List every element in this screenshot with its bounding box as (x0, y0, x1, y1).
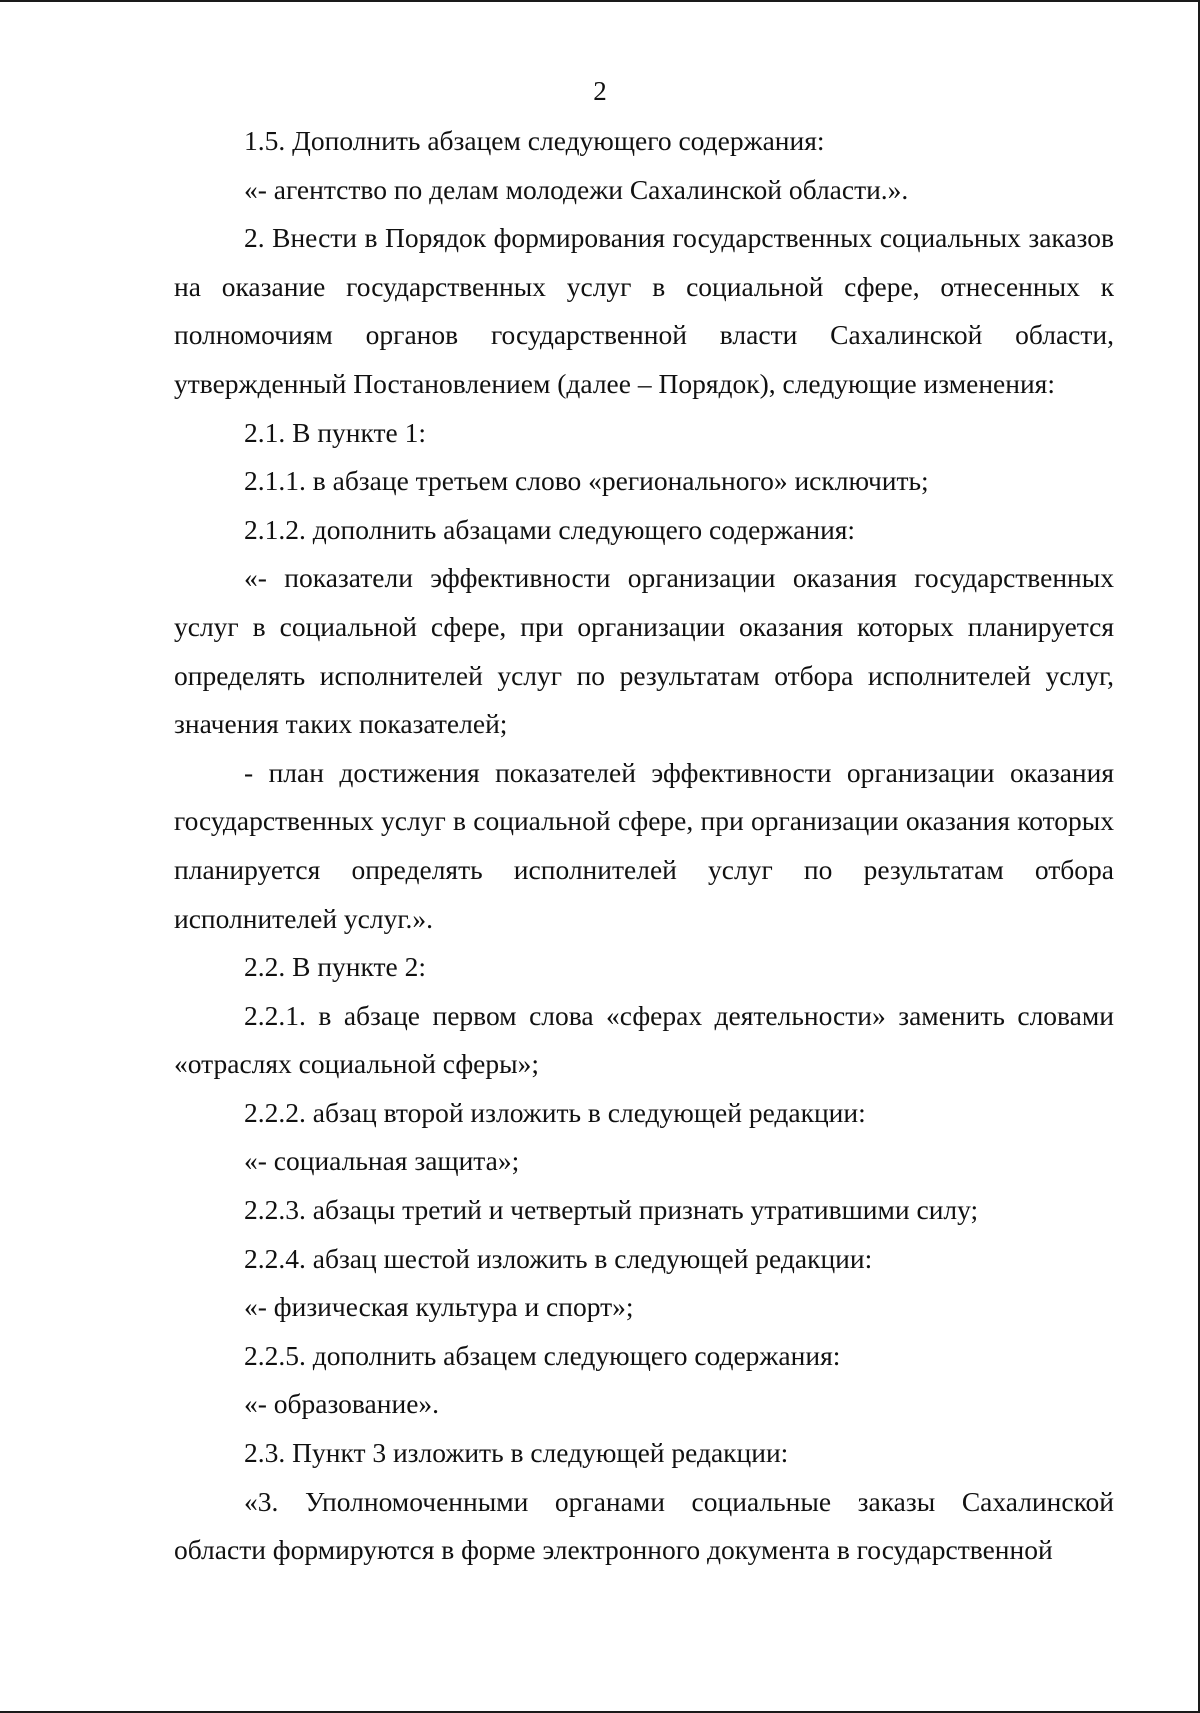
paragraph-youth-agency: «- агентство по делам молодежи Сахалинской области.». (244, 173, 909, 205)
paragraph-2-2-4: 2.2.4. абзац шестой изложить в следующей редакции: (244, 1242, 873, 1274)
paragraph-1-5: 1.5. Дополнить абзацем следующего содержания: (244, 125, 825, 156)
paragraph-point-3: «3. Уполномоченными органами социальные заказы Сахалинской области формируются в форме электронного документа в государственной (174, 1485, 1114, 1566)
paragraph-2-2-3: 2.2.3. абзацы третий и четвертый признать утратившими силу; (244, 1194, 979, 1226)
paragraph-2-1-1: 2.1.1. в абзаце третьем слово «регионального» исключить; (244, 465, 929, 497)
paragraph-2-1: 2.1. В пункте 1: (244, 416, 427, 448)
page-number: 2 (593, 76, 607, 106)
paragraph-sport: «- физическая культура и спорт»; (244, 1291, 634, 1323)
paragraph-2-3: 2.3. Пункт 3 изложить в следующей редакции: (244, 1437, 789, 1469)
paragraph-efficiency-indicators: «- показатели эффективности организации оказания государственных услуг в социальной сфере, при организации оказания которых планируется определять исполнителей услуг по результатам отбора исполнителей услуг, значения таких показателей; (174, 562, 1114, 740)
paragraph-2-2: 2.2. В пункте 2: (244, 951, 427, 983)
paragraph-2: 2. Внести в Порядок формирования государственных социальных заказов на оказание государственных услуг в социальной сфере, отнесенных к полномочиям органов государственной власти Сахалинской области, утвержденный Постановлением (далее – Порядок), следующие изменения: (174, 222, 1114, 399)
paragraph-education: «- образование». (244, 1388, 440, 1420)
paragraph-social-protection: «- социальная защита»; (244, 1145, 520, 1177)
paragraph-achievement-plan: - план достижения показателей эффективности организации оказания государственных услуг в социальной сфере, при организации оказания которых планируется определять исполнителей услуг по результатам отбора исполнителей услуг.». (174, 756, 1114, 934)
paragraph-2-2-2: 2.2.2. абзац второй изложить в следующей редакции: (244, 1096, 866, 1128)
paragraph-2-2-1: 2.2.1. в абзаце первом слова «сферах деятельности» заменить словами «отраслях социальной сферы»; (174, 999, 1114, 1080)
paragraph-2-1-2: 2.1.2. дополнить абзацами следующего содержания: (244, 513, 856, 545)
paragraph-2-2-5: 2.2.5. дополнить абзацем следующего содержания: (244, 1339, 841, 1371)
document-body (174, 117, 1114, 1575)
